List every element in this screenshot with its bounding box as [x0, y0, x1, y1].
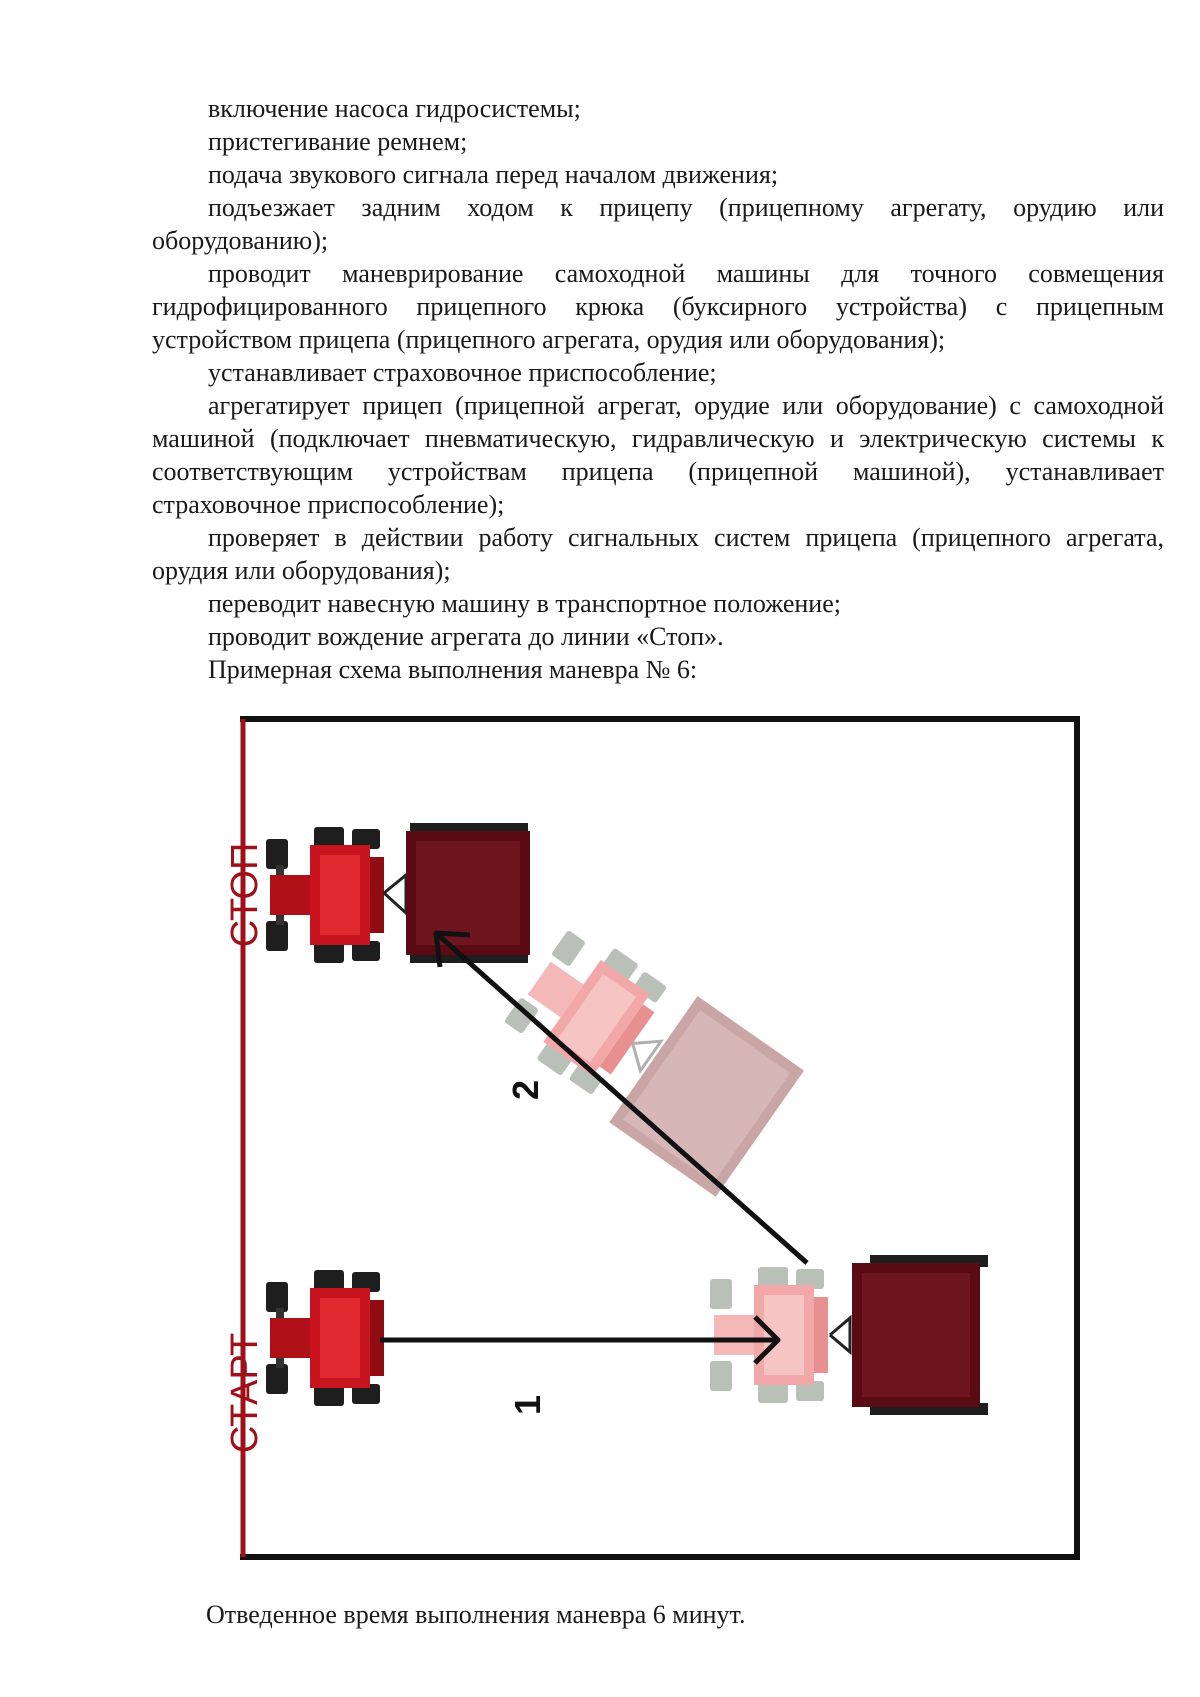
- paragraph: проводит вождение агрегата до линии «Стоп».: [208, 622, 724, 651]
- ghost-hitch-tractor: [710, 1267, 828, 1403]
- path-2-label: 2: [505, 1079, 546, 1101]
- start-tractor: [266, 1270, 384, 1406]
- paragraph: Примерная схема выполнения маневра № 6:: [208, 655, 698, 684]
- paragraph: подъезжает задним ходом к прицепу (прицепному агрегату, орудию или оборудованию);: [152, 193, 1164, 255]
- maneuver-diagram: [224, 715, 1080, 1560]
- end-trailer: [852, 1255, 988, 1415]
- start-label: СТАРТ: [224, 1332, 266, 1454]
- stop-hitch: [384, 875, 406, 913]
- end-hitch: [830, 1318, 850, 1352]
- stop-tractor: [266, 827, 384, 963]
- paragraph: переводит навесную машину в транспортное положение;: [208, 589, 841, 618]
- time-limit-text: Отведенное время выполнения маневра 6 минут.: [206, 1600, 746, 1629]
- paragraph: проверяет в действии работу сигнальных систем прицепа (прицепного агрегата, орудия или оборудования);: [152, 523, 1164, 585]
- stop-label: СТОП: [224, 842, 266, 948]
- path-1-label: 1: [507, 1394, 548, 1416]
- stop-trailer: [406, 823, 530, 963]
- paragraph: подача звукового сигнала перед началом движения;: [208, 160, 779, 189]
- instruction-text: [152, 92, 1164, 686]
- paragraph: агрегатирует прицеп (прицепной агрегат, орудие или оборудование) с самоходной машиной (подключает пневматическую, гидравлическую и электрическую системы к соответствующим устройствам прицепа (прицепной машиной), устанавливает страховочное приспособление);: [152, 391, 1164, 519]
- paragraph: устанавливает страховочное приспособление;: [208, 358, 717, 387]
- paragraph: проводит маневрирование самоходной машины для точного совмещения гидрофицированного прицепного крюка (буксирного устройства) с прицепным устройством прицепа (прицепного агрегата, орудия или оборудования);: [152, 259, 1164, 354]
- ghost-diagonal-unit: [491, 913, 804, 1196]
- paragraph: включение насоса гидросистемы;: [208, 94, 581, 123]
- paragraph: пристегивание ремнем;: [208, 127, 468, 156]
